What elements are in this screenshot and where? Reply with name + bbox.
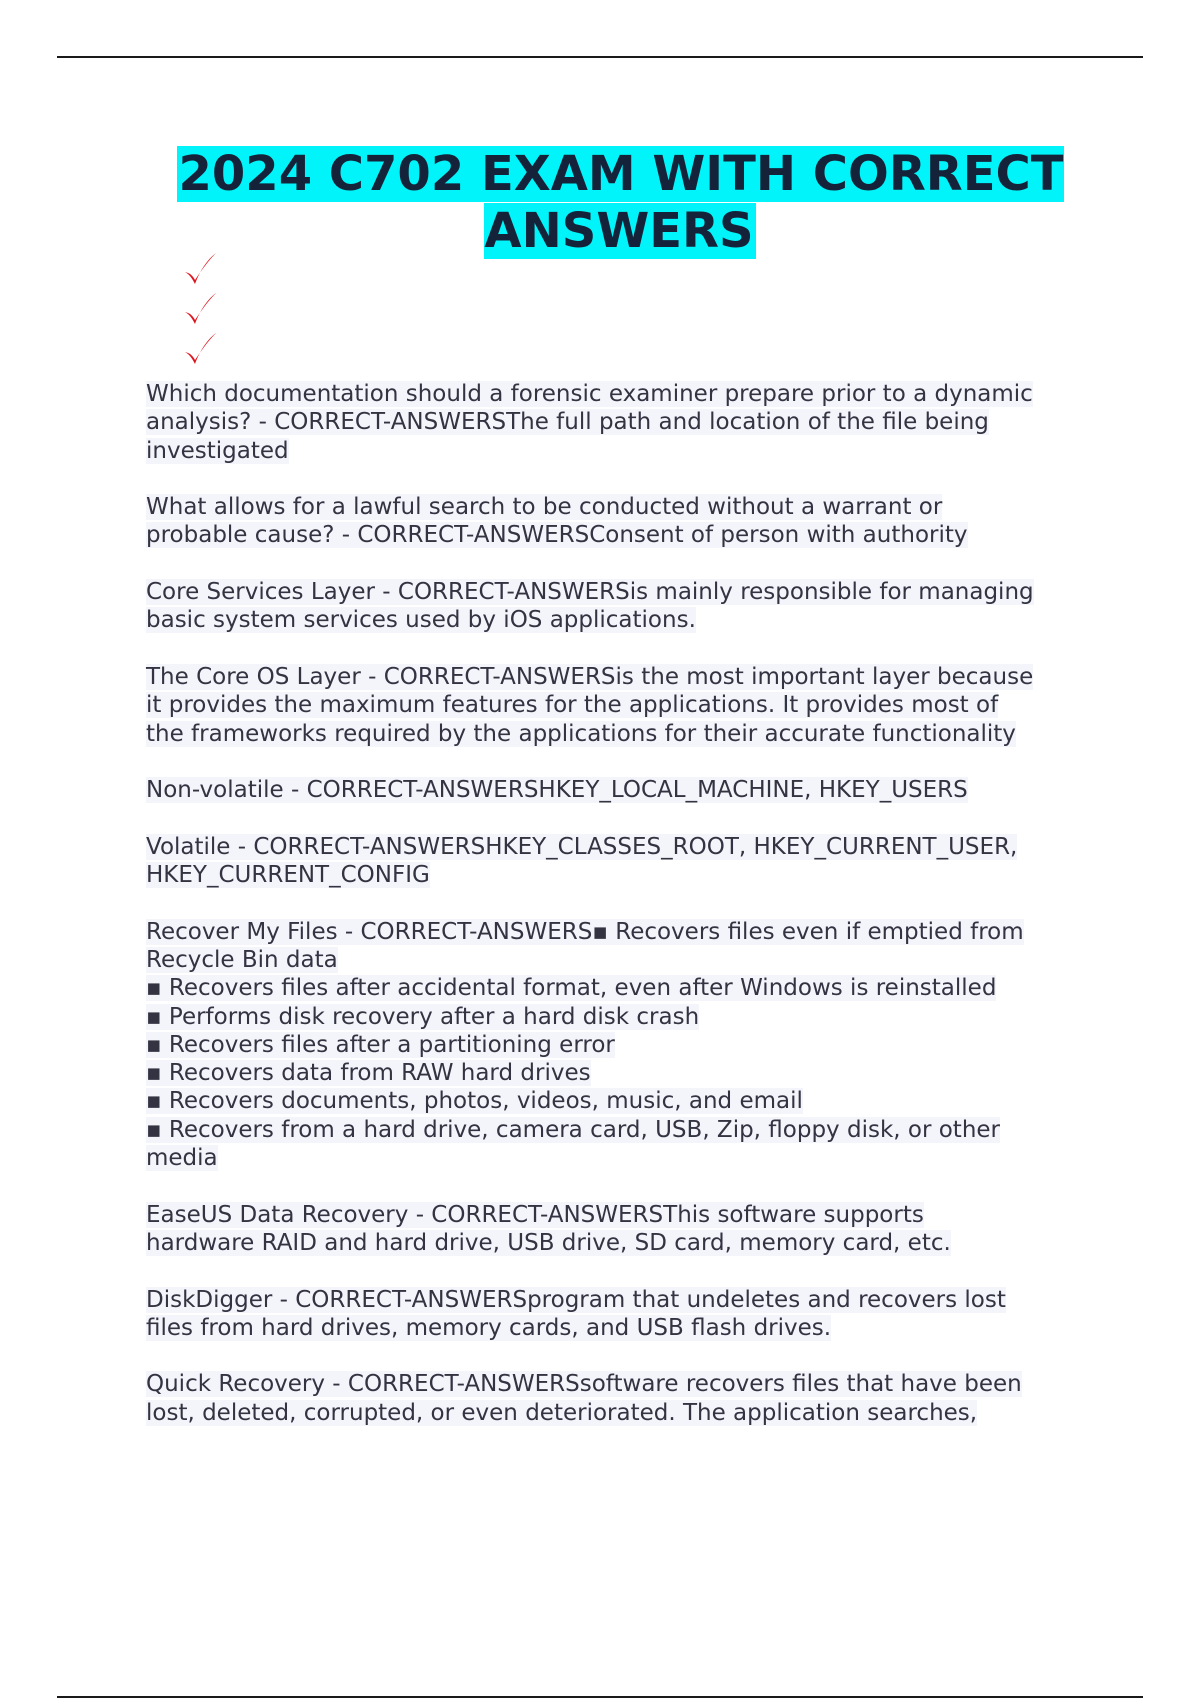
qa-line (146, 833, 1086, 861)
qa-line-text: ▪ Recovers documents, photos, videos, music, and email (146, 1088, 803, 1115)
qa-line-text: probable cause? - CORRECT-ANSWERSConsent of person with authority (146, 522, 968, 549)
qa-line (146, 1031, 1086, 1059)
qa-line (146, 1059, 1086, 1087)
qa-line-text: Quick Recovery - CORRECT-ANSWERSsoftware recovers files that have been (146, 1371, 1022, 1398)
qa-line-text: Recycle Bin data (146, 946, 338, 973)
checkmark-icon (182, 290, 218, 328)
qa-entry (146, 918, 1086, 1173)
title-block (140, 146, 1100, 260)
qa-line (146, 380, 1086, 408)
qa-line (146, 1399, 1086, 1427)
qa-entry (146, 493, 1086, 550)
page-title (140, 146, 1100, 260)
qa-line-text: ▪ Recovers data from RAW hard drives (146, 1060, 591, 1087)
qa-line-text: What allows for a lawful search to be conducted without a warrant or (146, 494, 943, 521)
qa-line-text: The Core OS Layer - CORRECT-ANSWERSis the most important layer because (146, 663, 1034, 690)
qa-entry (146, 380, 1086, 465)
qa-line (146, 918, 1086, 946)
qa-entry (146, 663, 1086, 748)
qa-line (146, 1087, 1086, 1115)
qa-line (146, 691, 1086, 719)
qa-entry (146, 1201, 1086, 1258)
checkmark-list (182, 250, 218, 370)
qa-line-text: Non-volatile - CORRECT-ANSWERSHKEY_LOCAL_MACHINE, HKEY_USERS (146, 777, 968, 804)
qa-line-text: ▪ Performs disk recovery after a hard disk crash (146, 1003, 700, 1030)
qa-line-text: files from hard drives, memory cards, and USB flash drives. (146, 1314, 832, 1341)
qa-line (146, 1370, 1086, 1398)
qa-line (146, 861, 1086, 889)
qa-line (146, 606, 1086, 634)
qa-entry (146, 1370, 1086, 1427)
qa-line-text: hardware RAID and hard drive, USB drive, SD card, memory card, etc. (146, 1229, 951, 1256)
footer-rule (57, 1696, 1143, 1698)
qa-line-text: investigated (146, 437, 289, 464)
qa-line-text: ▪ Recovers from a hard drive, camera card, USB, Zip, floppy disk, or other (146, 1116, 1001, 1143)
qa-line-text: analysis? - CORRECT-ANSWERSThe full path and location of the file being (146, 409, 989, 436)
qa-line-text: Core Services Layer - CORRECT-ANSWERSis mainly responsible for managing (146, 579, 1034, 606)
qa-line-text: HKEY_CURRENT_CONFIG (146, 862, 430, 889)
qa-line (146, 493, 1086, 521)
qa-line-text: ▪ Recovers files after a partitioning error (146, 1031, 615, 1058)
qa-line (146, 946, 1086, 974)
qa-line (146, 1314, 1086, 1342)
qa-entry (146, 776, 1086, 804)
qa-entry (146, 1286, 1086, 1343)
qa-line-text: the frameworks required by the applications for their accurate functionality (146, 720, 1016, 747)
checkmark-icon (182, 250, 218, 288)
qa-line (146, 408, 1086, 436)
qa-line (146, 720, 1086, 748)
page-title-text: 2024 C702 EXAM WITH CORRECT ANSWERS (178, 146, 1064, 259)
header-rule (57, 56, 1143, 58)
qa-content (146, 380, 1086, 1455)
qa-line-text: EaseUS Data Recovery - CORRECT-ANSWERSThis software supports (146, 1201, 924, 1228)
qa-line-text: ▪ Recovers files after accidental format, even after Windows is reinstalled (146, 975, 997, 1002)
qa-line (146, 974, 1086, 1002)
qa-line (146, 1201, 1086, 1229)
qa-line (146, 663, 1086, 691)
qa-line-text: Volatile - CORRECT-ANSWERSHKEY_CLASSES_ROOT, HKEY_CURRENT_USER, (146, 833, 1018, 860)
qa-line (146, 1229, 1086, 1257)
qa-line-text: lost, deleted, corrupted, or even deteriorated. The application searches, (146, 1399, 978, 1426)
qa-line (146, 521, 1086, 549)
qa-line-text: it provides the maximum features for the applications. It provides most of (146, 692, 999, 719)
qa-line (146, 776, 1086, 804)
qa-line-text: Which documentation should a forensic examiner prepare prior to a dynamic (146, 381, 1033, 407)
qa-line (146, 578, 1086, 606)
qa-line (146, 437, 1086, 465)
qa-line-text: DiskDigger - CORRECT-ANSWERSprogram that undeletes and recovers lost (146, 1286, 1006, 1313)
qa-line (146, 1116, 1086, 1144)
checkmark-icon (182, 330, 218, 368)
qa-line (146, 1144, 1086, 1172)
qa-line (146, 1003, 1086, 1031)
qa-line-text: basic system services used by iOS applications. (146, 607, 696, 634)
qa-line (146, 1286, 1086, 1314)
qa-entry (146, 578, 1086, 635)
qa-entry (146, 833, 1086, 890)
qa-line-text: Recover My Files - CORRECT-ANSWERS▪ Recovers files even if emptied from (146, 918, 1024, 945)
qa-line-text: media (146, 1145, 218, 1172)
